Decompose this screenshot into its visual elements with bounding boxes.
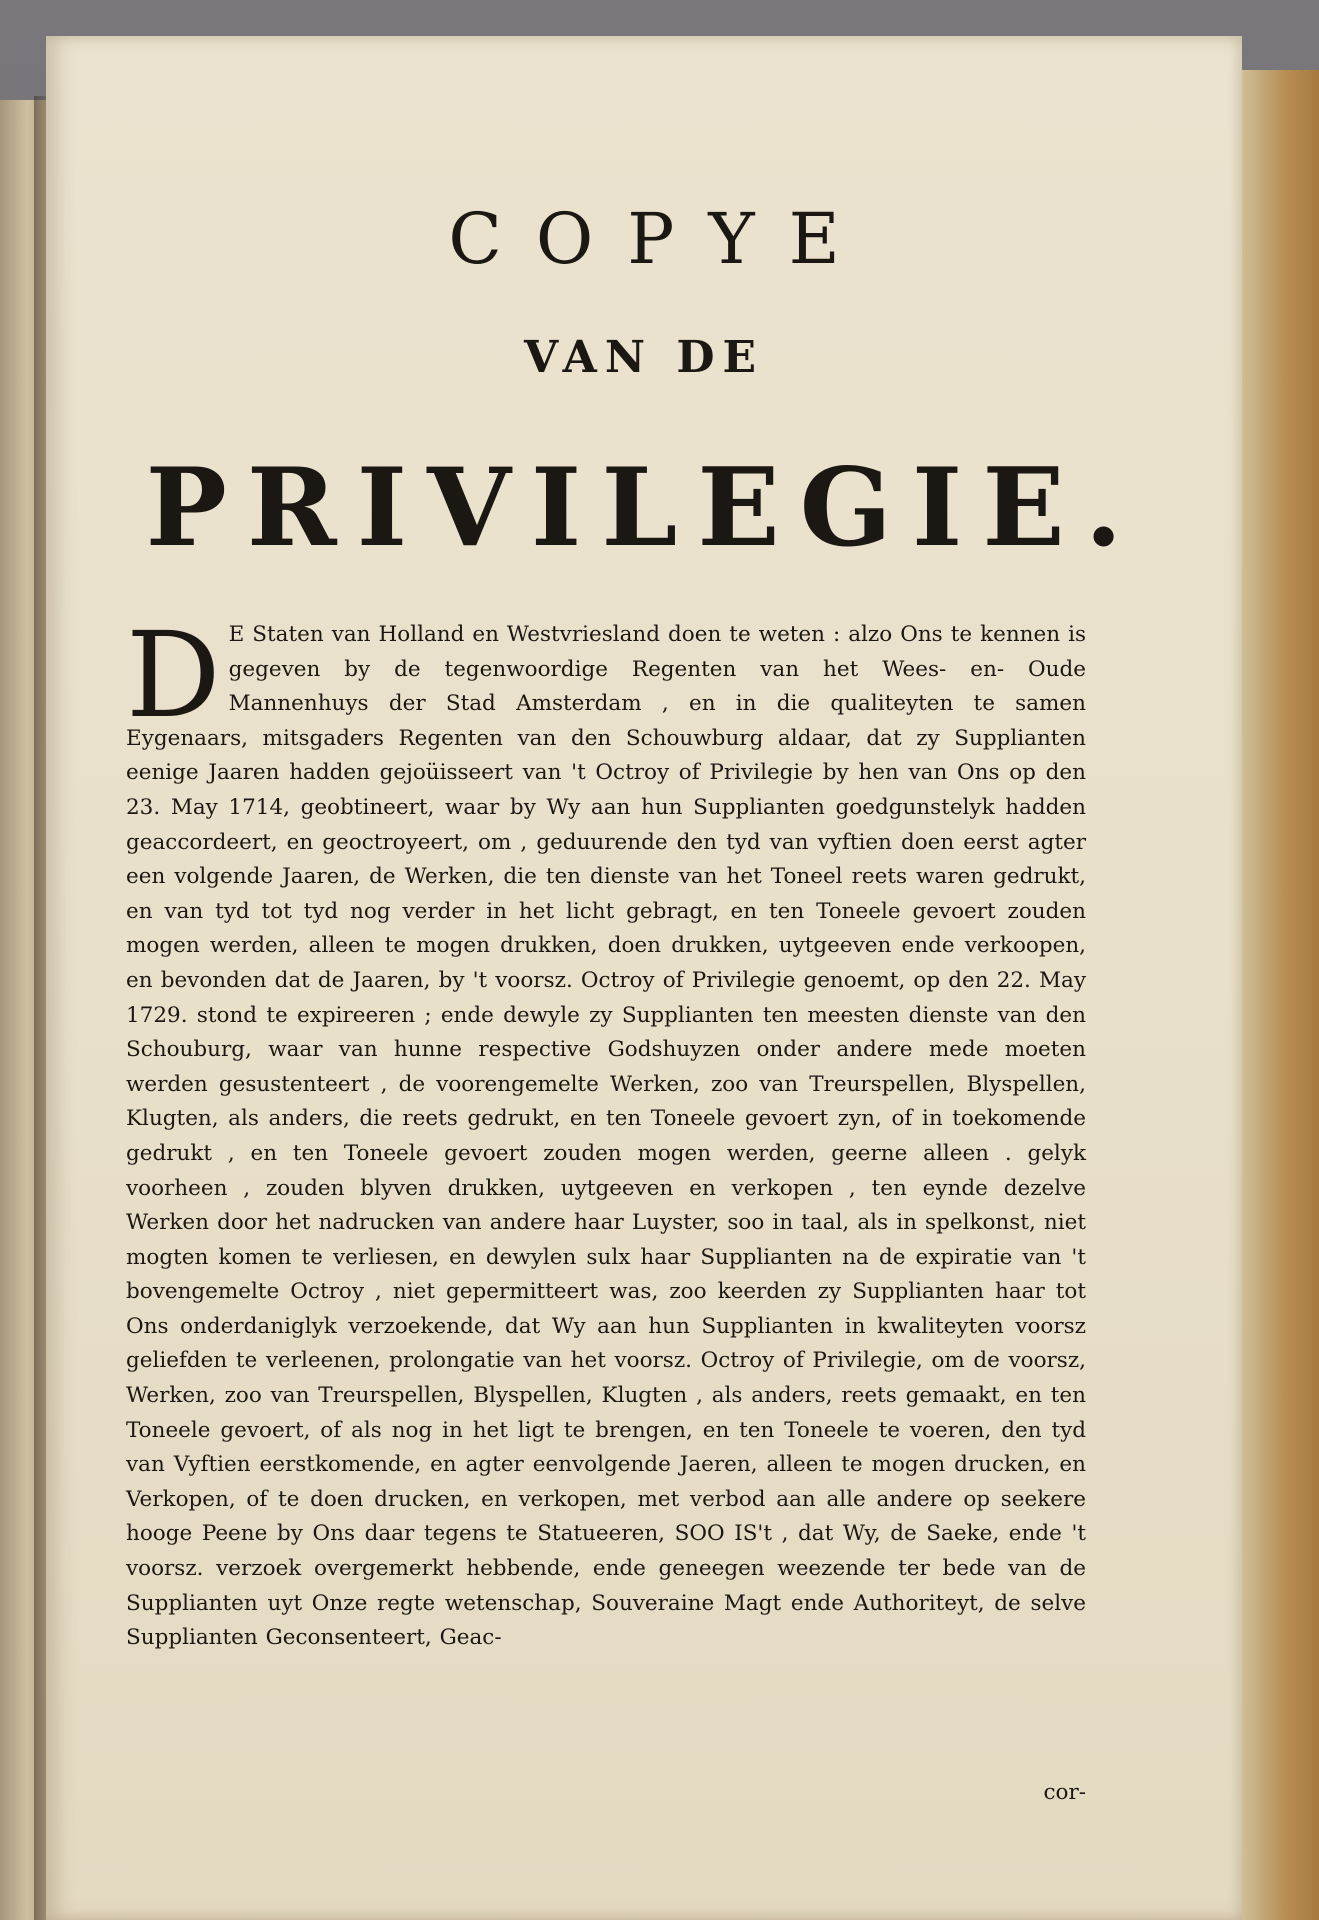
title-copye: COPYE — [448, 198, 874, 280]
body-text: E Staten van Holland en Westvriesland doen te weten : alzo Ons te kennen is gegeven by de tegenwoordige Regenten van het Wees- en- Oude Mannenhuys der Stad Amsterdam , en in die qualiteyten te samen Eygenaars, mitsgaders Regenten van den Schouwburg aldaar, dat zy Supplianten eenige Jaaren hadden gejoüisseert van 't Octroy of Privilegie by hen van Ons op den 23. May 1714, geobtineert, waar by Wy aan hun Supplianten goedgunstelyk hadden geaccordeert, en geoctroyeert, om , geduurende den tyd van vyftien doen eerst agter een volgende Jaaren, de Werken, die ten dienste van het Toneel reets waren gedrukt, en van tyd tot tyd nog verder in het licht gebragt, en ten Toneele gevoert zouden mogen werden, alleen te mogen drukken, doen drukken, uytgeeven ende verkoopen, en bevonden dat de Jaaren, by 't voorsz. Octroy of Privilegie genoemt, op den 22. May 1729. stond te expireeren ; ende dewyle zy Supplianten ten meesten dienste van den Schouburg, waar van hunne respective Godshuyzen onder andere mede moeten werden gesustenteert , de voorengemelte Werken, zoo van Treurspellen, Blyspellen, Klugten, als anders, die reets gedrukt, en ten Toneele gevoert zyn, of in toekomende gedrukt , en ten Toneele gevoert zouden mogen werden, geerne alleen . gelyk voorheen , zouden blyven drukken, uytgeeven en verkopen , ten eynde dezelve Werken door het nadrucken van andere haar Luyster, soo in taal, als in spelkonst, niet mogten komen te verliesen, en dewylen sulx haar Supplianten na de expiratie van 't bovengemelte Octroy , niet gepermitteert was, zoo keerden zy Supplianten haar tot Ons onderdaniglyk verzoekende, dat Wy aan hun Supplianten in kwaliteyten voorsz geliefden te verleenen, prolongatie van het voorsz. Octroy of Privilegie, om de voorsz, Werken, zoo van Treurspellen, Blyspellen, Klugten , als anders, reets gemaakt, en ten Toneele gevoert, of als nog in het ligt te brengen, en ten Toneele te voeren, den tyd van Vyftien eerstkomende, en agter eenvolgende Jaeren, alleen te mogen drucken, en Verkopen, of te doen drucken, en verkopen, met verbod aan alle andere op seekere hooge Peene by Ons daar tegens te Statueeren, SOO IS't , dat Wy, de Saeke, ende 't voorsz. verzoek overgemerkt hebbende, ende geneegen weezende ter bede van de Supplianten uyt Onze regte wetenschap, Souveraine Magt ende Authoriteyt, de selve Supplianten Geconsenteert, Geac- — [126, 622, 1086, 1651]
catchword: cor- — [1043, 1780, 1086, 1805]
body-paragraph — [126, 606, 1086, 1656]
title-van-de: VAN DE — [523, 332, 765, 383]
title-privilegie: PRIVILEGIE. — [145, 445, 1143, 571]
book-binding-edge — [1232, 70, 1319, 1920]
drop-cap: D — [126, 606, 221, 744]
book-page — [46, 36, 1242, 1920]
